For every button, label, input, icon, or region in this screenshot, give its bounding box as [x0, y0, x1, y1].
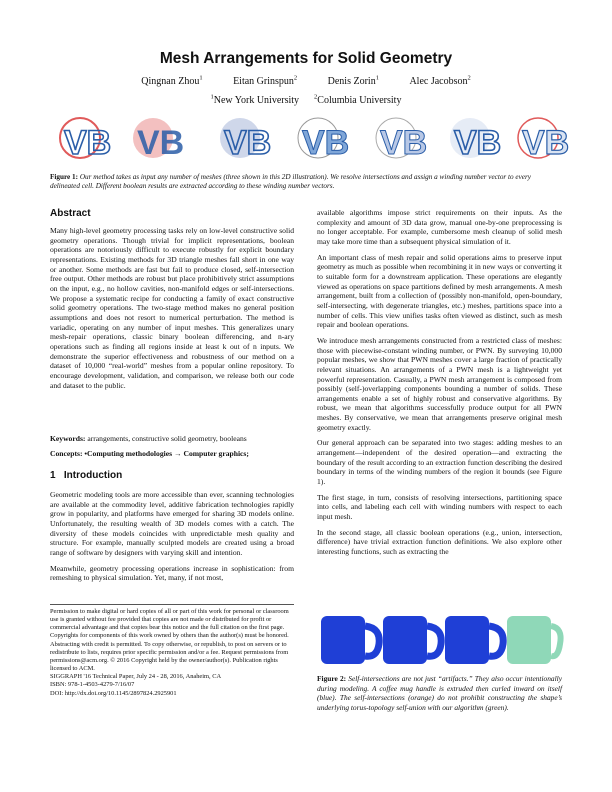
copyright-footnote: Permission to make digital or hard copies of all or part of this work for personal or classroom use is granted without fee provided that copies are not made or distributed for profit or commercial advantage and that copies bear this notice and the full citation on the first page. Copyrights for components of this work owned by others than the author(s) must be honored. Abstracting with credit is permitted. To copy otherwise, or republish, to post on servers or to redistribute to lists, requires prior specific permission and/or a fee. Request permissions from permissions@acm.org. © 2016 Copyright held by the owner/author(s). Publication rights licensed to ACM. SIGGRAPH '16 Technical Paper, July 24 - 28, 2016, Anaheim, CA ISBN: 978-1-4503-4279-7/16/07 DOI: http://dx.doi.org/10.1145/2897824.2925901 [50, 604, 294, 698]
keywords: Keywords: arrangements, constructive solid geometry, booleans [50, 434, 247, 443]
teaser-panel-intersection [298, 118, 349, 162]
teaser-panel-input [60, 118, 111, 162]
mug-4 [507, 616, 561, 664]
author: Qingnan Zhou$^1$ [141, 74, 203, 87]
svg-text:VB: VB [302, 124, 350, 162]
svg-text:VB: VB [224, 124, 272, 162]
paper-title: Mesh Arrangements for Solid Geometry [159, 50, 453, 67]
mug-2 [383, 616, 441, 664]
affiliations: $^1$New York University $^2$Columbia University [210, 93, 402, 106]
teaser-panel-union [220, 118, 271, 162]
abstract-body: Many high-level geometry processing tasks rely on low-level constructive solid geometry operations. Though trivial for implicit representations, boolean operations are notoriously difficult to execute robustly for explicit boundary representations. Existing methods for 3D triangle meshes fall short in one way or another. Some methods are fast but fail to produce closed, self-intersection free output. Other methods are robust but place prohibitively strict assumptions on the input, e.g., no hollow cavities, non-manifold edges or self-intersections. We propose a systematic recipe for conducting a family of exact constructive solid geometry operations. The two-stage method makes no general position assumptions and does not resort to numerical perturbation. The method is variadic, operating on any number of input meshes. This generalizes unary mesh-repair operations, classic binary boolean differencing, and n-ary operations such as finding all regions inside at least k out of n inputs. We demonstrate the superior effectiveness and robustness of our method on a dataset of 10,000 “real-world” meshes from a popular online repository. To encourage development, validation, and comparison, we release both our code and dataset to the public. [50, 226, 294, 390]
mug-1 [321, 616, 379, 664]
teaser-panel-cells [133, 118, 184, 162]
author: Eitan Grinspun$^2$ [233, 74, 298, 87]
svg-text:VB: VB [380, 124, 428, 162]
teaser-panel-kofn [518, 118, 569, 162]
abstract-heading: Abstract [50, 208, 91, 219]
figure1-caption: Figure 1: Our method takes as input any number of meshes (three shown in this 2D illustration). We resolve intersections and assign a winding number vector to every delineated cell. Different boolean results are extracted according to these winding number vectors. [50, 173, 531, 191]
intro-body: Geometric modeling tools are more accessible than ever, scanning technologies are available at the commodity level, additive fabrication technologies rapidly grow in popularity, and platforms have emerged for sharing 3D models online. Unfortunately, the resulting wealth of 3D models comes with a catch. The diversity of these models coincides with unpredictable mesh quality and structure. For example, manually sculpted models are created using a broad range of software by designers with varying skill and intention. Meanwhile, geometry processing operations increase in sophistication: from remeshing to physical simulation. Yet, many, if not most, [50, 490, 294, 583]
intro-heading: 1 Introduction [50, 470, 123, 481]
author-list [0, 76, 612, 87]
mug-3 [445, 616, 503, 664]
teaser-figure [50, 112, 570, 170]
teaser-panel-difference [376, 118, 427, 162]
author: Denis Zorin$^1$ [327, 74, 379, 87]
author: Alec Jacobson$^2$ [409, 74, 471, 87]
svg-text:VB: VB [64, 124, 112, 162]
svg-text:VB: VB [137, 124, 185, 162]
teaser-panel-xor [450, 118, 501, 162]
figure2-caption: Figure 2: Self-intersections are not just “artifacts.” They also occur intentionally during modeling. A coffee mug handle is extruded then curled inward on itself (blue). The self-intersections (orange) do not prohibit constructing the shape’s underlying torus-topology self-union with our algorithm (green). [317, 674, 562, 712]
figure2-mugs [317, 610, 562, 670]
right-column-body: available algorithms impose strict requirements on their inputs. As the complexity and amount of 3D data grow, manual one-by-one preprocessing is no longer acceptable. For example, cumbersome mesh cleanup of solid mesh may take more time than a subsequent physical simulation of it. An important class of mesh repair and solid operations aims to preserve input geometry as much as possible when recombining it in new ways or converting it to suitable form for a downstream application. These operations are elegantly viewed as operations on space partitions defined by mesh arrangements. A mesh arrangement, built from a collection of (possibly non-manifold, open-boundary, self-intersecting, with degenerate triangles, etc.) meshes, partitions space into a number of cells. This view unifies tasks often viewed as distinct, such as mesh repair and boolean operations. We introduce mesh arrangements constructed from a restricted class of meshes: those with piecewise-constant winding number, or PWN. By surveying 10,000 popular meshes, we show that PWN meshes cover a large fraction of practically relevant situations. An arrangements of a PWN mesh is a lightweight yet powerful representation. Casually, a PWN mesh arrangement is composed from possibly (self-)overlapping components bounding a number of solids. These arrangements enable a set of highly robust and conservative algorithms. By robust, we mean that algorithms successfully produce output for all PWN meshes. By conservative, we mean that arrangements preserve original mesh geometry exactly. Our general approach can be separated into two stages: adding meshes to an arrangement—independent of the desired operation—and extracting the boundary of the result according to an extraction function describing the desired boundary in terms of the winding numbers of the region it bounds (see Figure 1). The first stage, in turn, consists of resolving intersections, partitioning space into cells, and labeling each cell with winding numbers with respect to each input mesh. In the second stage, all classic boolean operations (e.g., union, intersection, difference) have trivial extraction function definitions. We also explore other interesting functions, such as extracting the [317, 208, 562, 556]
svg-text:VB: VB [454, 124, 502, 162]
svg-text:VB: VB [522, 124, 570, 162]
concepts: Concepts: •Computing methodologies → Computer graphics; [50, 449, 249, 458]
